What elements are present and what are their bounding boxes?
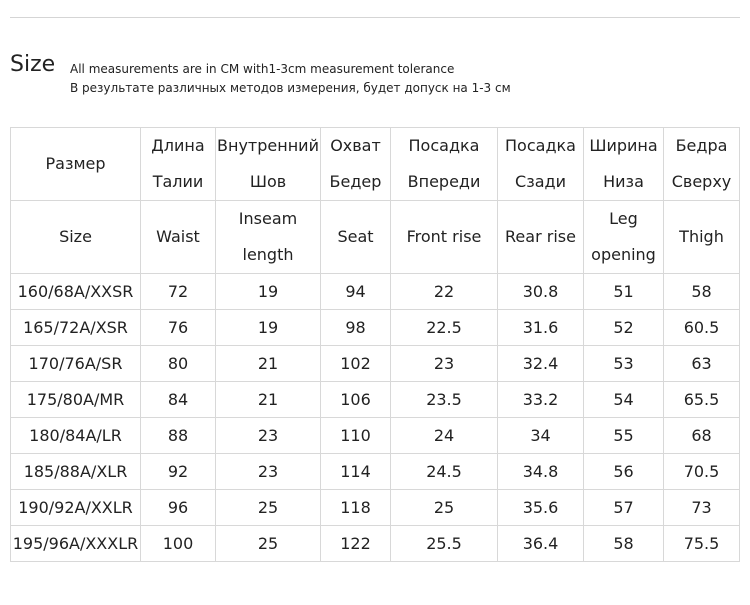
cell-seat: 106: [321, 382, 391, 418]
cell-thigh: 58: [664, 274, 740, 310]
cell-size: 170/76A/SR: [11, 346, 141, 382]
cell-rear-rise: 30.8: [498, 274, 584, 310]
header-cell-size: [11, 128, 141, 201]
header-label: Бедер: [329, 172, 382, 191]
header-label: Посадка: [505, 136, 576, 155]
cell-front-rise: 22.5: [391, 310, 498, 346]
cell-leg-opening: 58: [584, 526, 664, 562]
cell-waist: 84: [141, 382, 216, 418]
header-cell-rear-rise: [498, 128, 584, 201]
cell-seat: 98: [321, 310, 391, 346]
cell-leg-opening: 57: [584, 490, 664, 526]
cell-inseam: 25: [216, 490, 321, 526]
cell-front-rise: 25: [391, 490, 498, 526]
header-cell-leg-opening: [584, 201, 664, 274]
cell-seat: 118: [321, 490, 391, 526]
header-label: Охват: [330, 136, 381, 155]
header-cell-thigh: [664, 201, 740, 274]
cell-rear-rise: 34.8: [498, 454, 584, 490]
cell-leg-opening: 55: [584, 418, 664, 454]
cell-front-rise: 25.5: [391, 526, 498, 562]
header-label: Посадка: [408, 136, 480, 155]
header-cell-thigh: [664, 128, 740, 201]
header-cell-leg-opening: [584, 128, 664, 201]
cell-rear-rise: 35.6: [498, 490, 584, 526]
cell-seat: 102: [321, 346, 391, 382]
header-cell-seat: [321, 201, 391, 274]
cell-thigh: 73: [664, 490, 740, 526]
header-label: Бедра: [675, 136, 728, 155]
header-label: Waist: [156, 227, 200, 246]
table-row: [11, 526, 740, 562]
cell-waist: 88: [141, 418, 216, 454]
header-label: Thigh: [679, 227, 724, 246]
header-cell-inseam: [216, 128, 321, 201]
header-label: Rear rise: [505, 227, 576, 246]
cell-size: 175/80A/MR: [11, 382, 141, 418]
table-row: [11, 454, 740, 490]
header-cell-rear-rise: [498, 201, 584, 274]
cell-size: 160/68A/XXSR: [11, 274, 141, 310]
cell-waist: 100: [141, 526, 216, 562]
cell-leg-opening: 54: [584, 382, 664, 418]
table-row: [11, 310, 740, 346]
header-label: Сверху: [671, 172, 732, 191]
cell-inseam: 21: [216, 346, 321, 382]
header-label: opening: [591, 245, 656, 264]
cell-front-rise: 23.5: [391, 382, 498, 418]
header-label: Ширина: [589, 136, 658, 155]
top-divider: [10, 17, 740, 18]
cell-inseam: 25: [216, 526, 321, 562]
cell-waist: 92: [141, 454, 216, 490]
cell-thigh: 60.5: [664, 310, 740, 346]
cell-leg-opening: 52: [584, 310, 664, 346]
tolerance-note-en: All measurements are in CM with1-3cm measurement tolerance: [70, 62, 455, 76]
header-cell-front-rise: [391, 128, 498, 201]
cell-inseam: 19: [216, 274, 321, 310]
cell-rear-rise: 34: [498, 418, 584, 454]
cell-rear-rise: 31.6: [498, 310, 584, 346]
header-label: Seat: [337, 227, 374, 246]
header-label: length: [242, 245, 294, 264]
header-cell-front-rise: [391, 201, 498, 274]
header-label: Длина: [151, 136, 205, 155]
cell-thigh: 65.5: [664, 382, 740, 418]
size-chart-table: [10, 127, 740, 562]
table-row: [11, 274, 740, 310]
tolerance-note-ru: В результате различных методов измерения, будет допуск на 1-3 см: [70, 81, 511, 95]
header-row-en: [11, 201, 740, 274]
cell-thigh: 75.5: [664, 526, 740, 562]
cell-seat: 94: [321, 274, 391, 310]
table-row: [11, 490, 740, 526]
cell-leg-opening: 53: [584, 346, 664, 382]
header-label: Шов: [249, 172, 287, 191]
cell-rear-rise: 32.4: [498, 346, 584, 382]
header-label: Впереди: [407, 172, 481, 191]
header-cell-inseam: [216, 201, 321, 274]
cell-inseam: 19: [216, 310, 321, 346]
header-label: Leg: [609, 209, 638, 228]
cell-front-rise: 24: [391, 418, 498, 454]
header-row-ru: [11, 128, 740, 201]
header-label: Сзади: [515, 172, 566, 191]
cell-inseam: 21: [216, 382, 321, 418]
table-row: [11, 382, 740, 418]
cell-waist: 80: [141, 346, 216, 382]
cell-thigh: 68: [664, 418, 740, 454]
cell-size: 185/88A/XLR: [11, 454, 141, 490]
page-title: Size: [10, 52, 56, 77]
header-label: Талии: [152, 172, 204, 191]
cell-leg-opening: 56: [584, 454, 664, 490]
cell-thigh: 63: [664, 346, 740, 382]
cell-waist: 76: [141, 310, 216, 346]
header-cell-seat: [321, 128, 391, 201]
cell-rear-rise: 36.4: [498, 526, 584, 562]
cell-thigh: 70.5: [664, 454, 740, 490]
header-cell-size: [11, 201, 141, 274]
header-label: Front rise: [406, 227, 482, 246]
cell-size: 165/72A/XSR: [11, 310, 141, 346]
cell-waist: 96: [141, 490, 216, 526]
cell-size: 190/92A/XXLR: [11, 490, 141, 526]
cell-front-rise: 22: [391, 274, 498, 310]
cell-rear-rise: 33.2: [498, 382, 584, 418]
cell-waist: 72: [141, 274, 216, 310]
header-label: Inseam: [238, 209, 298, 228]
cell-front-rise: 23: [391, 346, 498, 382]
header-label: Размер: [45, 154, 106, 173]
cell-seat: 114: [321, 454, 391, 490]
cell-seat: 122: [321, 526, 391, 562]
cell-inseam: 23: [216, 418, 321, 454]
cell-front-rise: 24.5: [391, 454, 498, 490]
header-label: Низа: [603, 172, 644, 191]
cell-seat: 110: [321, 418, 391, 454]
header-label: Внутренний: [217, 136, 319, 155]
header-cell-waist: [141, 201, 216, 274]
header-cell-waist: [141, 128, 216, 201]
table-row: [11, 418, 740, 454]
cell-leg-opening: 51: [584, 274, 664, 310]
table-row: [11, 346, 740, 382]
cell-size: 195/96A/XXXLR: [11, 526, 141, 562]
cell-size: 180/84A/LR: [11, 418, 141, 454]
header-label: Size: [59, 227, 92, 246]
cell-inseam: 23: [216, 454, 321, 490]
